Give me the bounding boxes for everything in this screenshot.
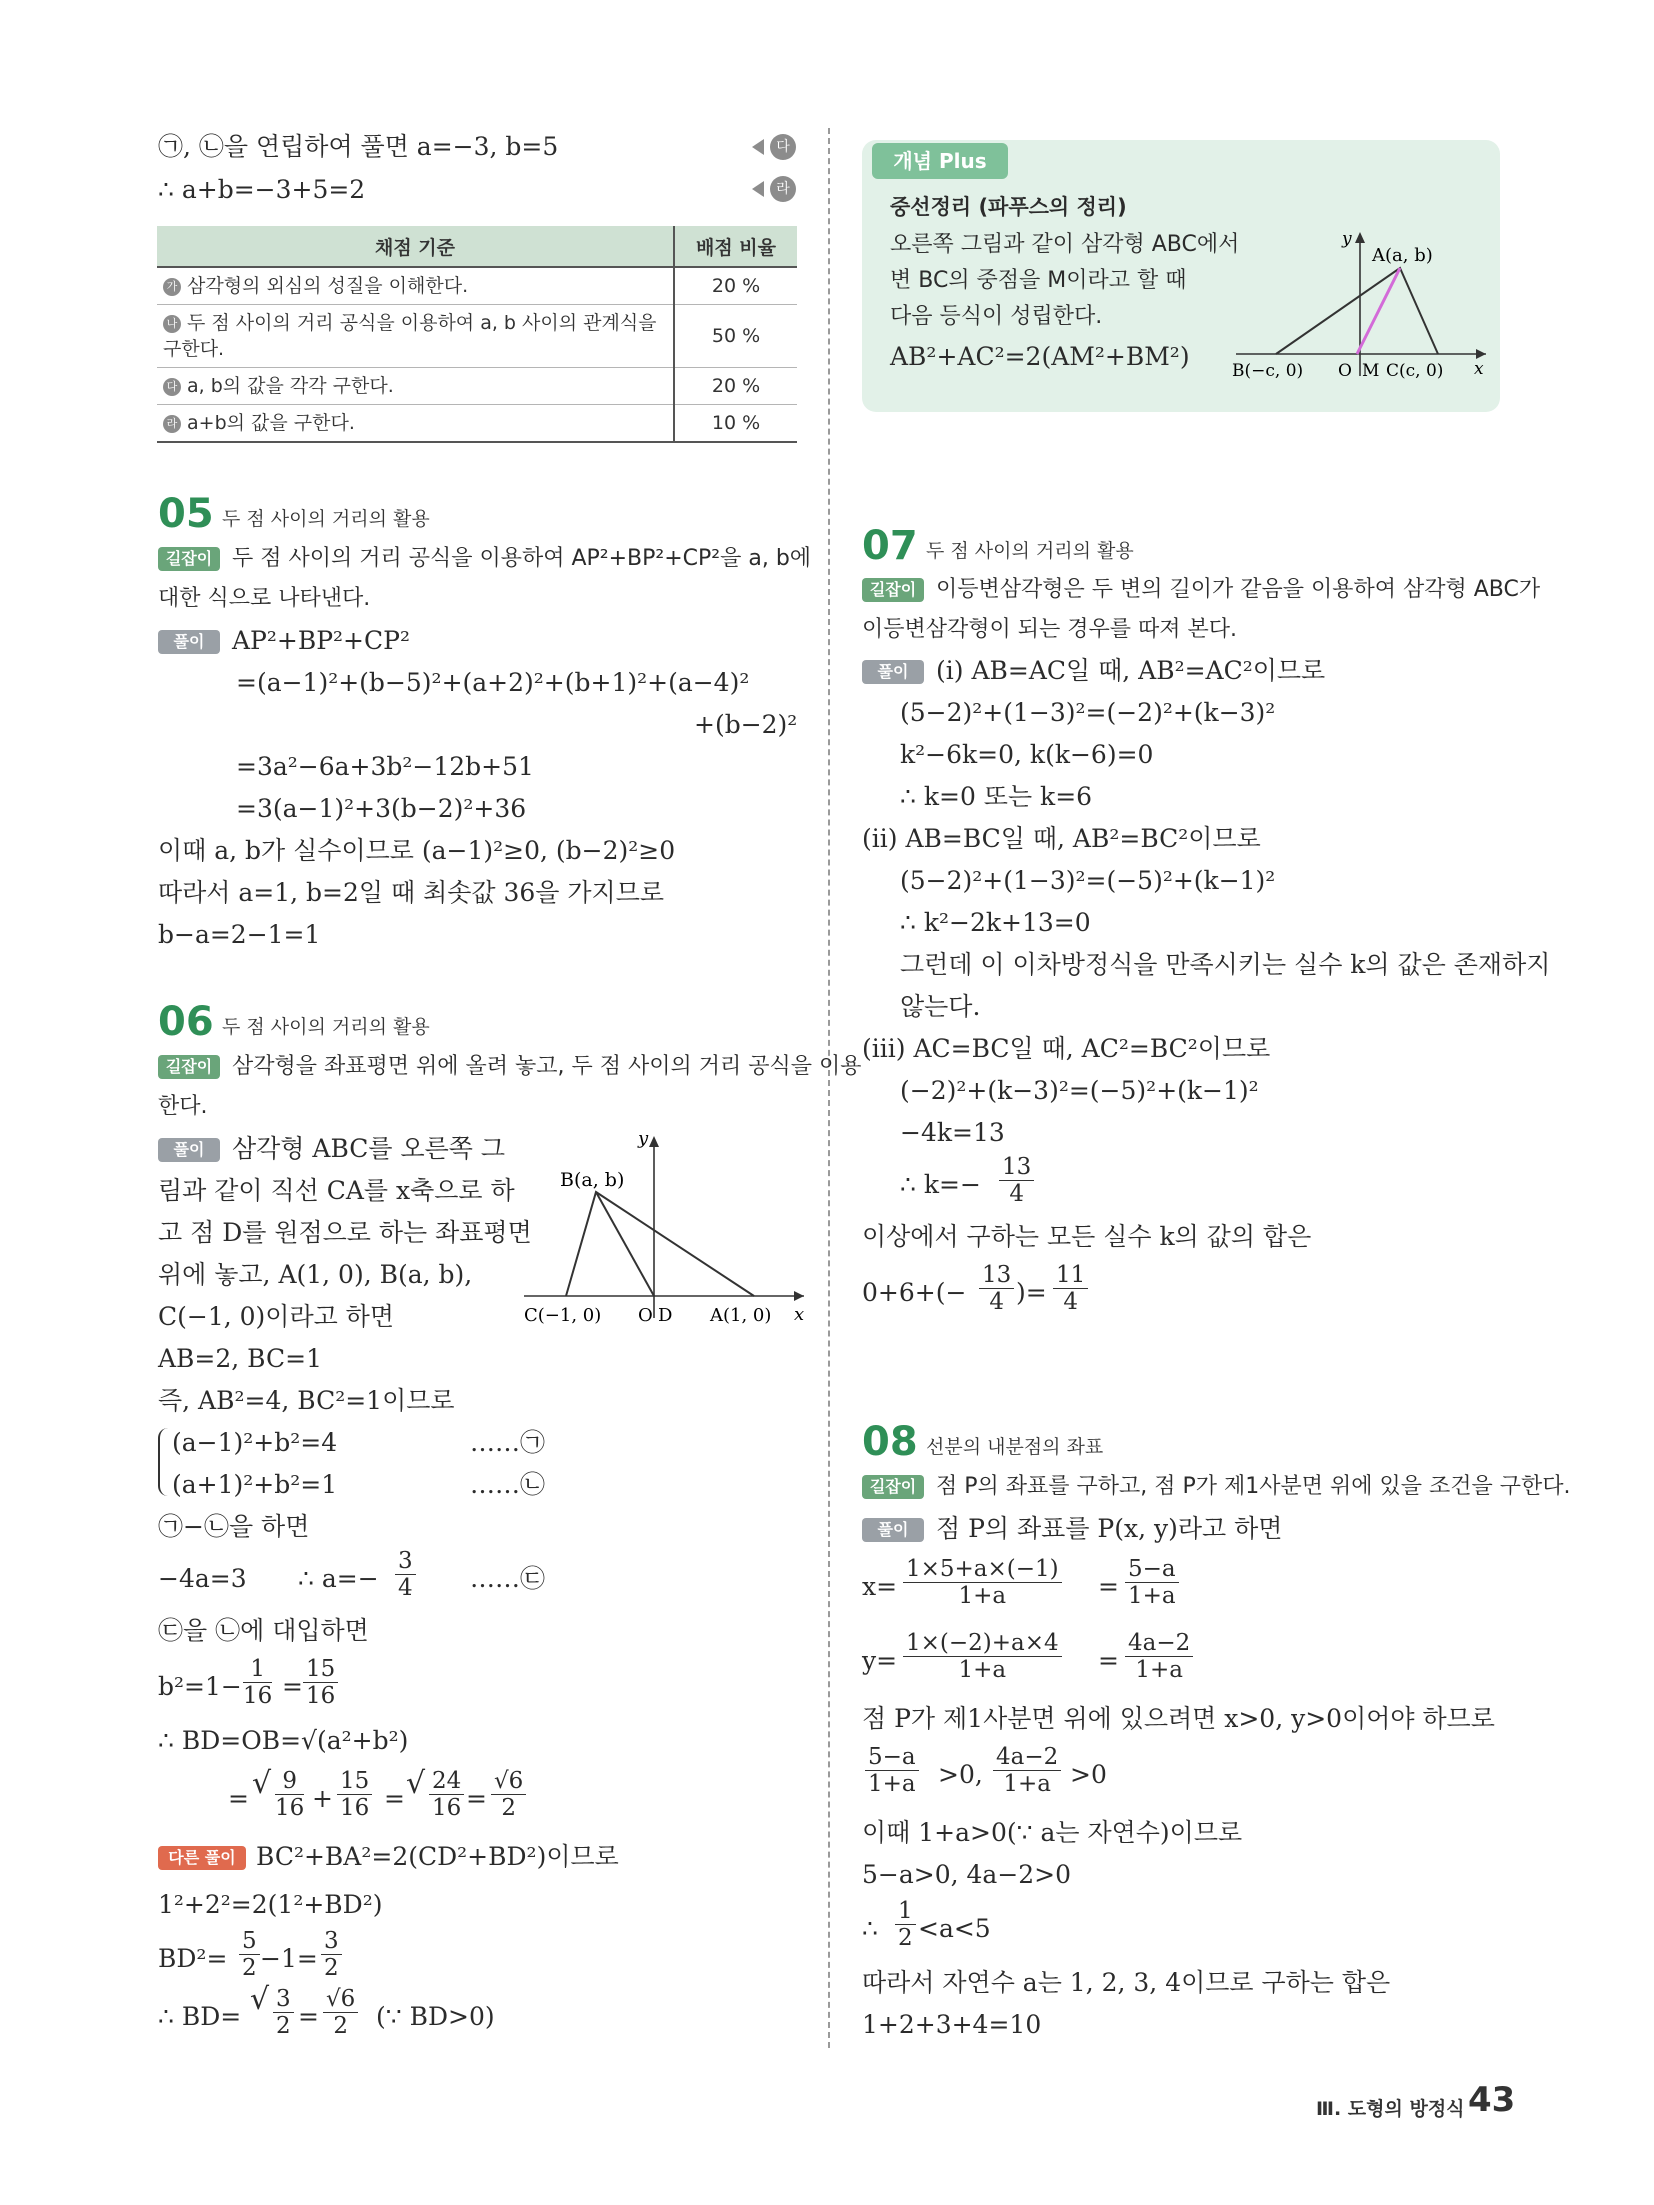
table-row — [157, 405, 797, 443]
fraction: $\frac{13}{4}$ — [999, 1154, 1034, 1207]
label-y: y — [1342, 229, 1352, 249]
step-mark-icon: 다 — [163, 378, 181, 396]
solution-badge: 풀이 — [862, 660, 924, 684]
math-line: AP²+BP²+CP² — [232, 626, 410, 655]
math-line: 1+2+3+4=10 — [862, 2010, 1042, 2039]
problem-title: 두 점 사이의 거리의 활용 — [222, 1016, 430, 1038]
math-line: y= — [862, 1646, 898, 1675]
equals-sign: = — [1098, 1572, 1119, 1601]
math-line: ∴ BD= — [158, 2002, 242, 2031]
table-row — [157, 305, 797, 368]
text-line: 림과 같이 직선 CA를 x축으로 하 — [158, 1176, 515, 1205]
step-mark-icon: 다 — [770, 134, 796, 160]
median-am — [1357, 268, 1400, 354]
solution-badge: 풀이 — [158, 630, 220, 654]
grading-ratio: 20 % — [674, 267, 797, 305]
math-line: BD²= — [158, 1944, 228, 1973]
math-line: −4k=13 — [900, 1118, 1005, 1147]
math-line: =3a²−6a+3b²−12b+51 — [236, 752, 534, 781]
step-mark-icon: 가 — [163, 278, 181, 296]
equation-tag: ……㉢ — [470, 1564, 546, 1593]
fraction: $\frac{24}{16}$ — [429, 1768, 464, 1821]
math-line: ∴ k=− — [900, 1170, 981, 1199]
x-axis-arrow-icon — [1476, 349, 1486, 359]
label-c: C(−1, 0) — [524, 1305, 602, 1326]
math-line: 이때 1+a>0(∵ a는 자연수)이므로 — [862, 1818, 1243, 1847]
problem-number: 08 — [862, 1419, 918, 1465]
math-line: 점 P의 좌표를 P(x, y)라고 하면 — [936, 1514, 1283, 1543]
label-d: D — [658, 1305, 673, 1326]
label-x: x — [794, 1304, 805, 1325]
system-brace — [158, 1428, 172, 1496]
math-line: 5−a>0, 4a−2>0 — [862, 1860, 1072, 1889]
step-mark-icon: 나 — [163, 315, 181, 333]
label-a: A(1, 0) — [710, 1305, 772, 1326]
grading-criterion: a, b의 값을 각각 구한다. — [187, 375, 394, 397]
math-line: AB=2, BC=1 — [158, 1344, 322, 1373]
math-line: 그런데 이 이차방정식을 만족시키는 실수 k의 값은 존재하지 — [900, 950, 1551, 979]
label-x: x — [1474, 359, 1484, 379]
math-line: 따라서 a=1, b=2일 때 최솟값 36을 가지므로 — [158, 878, 665, 907]
equation-tag: ……㉠ — [470, 1428, 546, 1457]
triangle-abc — [1276, 268, 1438, 354]
alt-solution-badge: 다른 풀이 — [158, 1846, 246, 1870]
problem-title: 선분의 내분점의 좌표 — [926, 1436, 1104, 1458]
top-line-1: ㉠, ㉡을 연립하여 풀면 a=−3, b=5 — [158, 132, 559, 161]
math-line: (∵ BD>0) — [376, 2002, 495, 2031]
math-line: (5−2)²+(1−3)²=(−5)²+(k−1)² — [900, 866, 1276, 895]
problem-number: 07 — [862, 523, 918, 569]
guide-badge: 길잡이 — [862, 1475, 924, 1499]
concept-title: 중선정리 (파푸스의 정리) — [890, 195, 1127, 219]
math-line: 0+6+(− — [862, 1278, 967, 1307]
y-axis-arrow-icon — [649, 1136, 659, 1147]
guide-text: 점 P의 좌표를 구하고, 점 P가 제1사분면 위에 있을 조건을 구한다. — [936, 1474, 1571, 1499]
step-mark-icon: 라 — [163, 415, 181, 433]
solution-badge: 풀이 — [158, 1138, 220, 1162]
concept-text: 오른쪽 그림과 같이 삼각형 ABC에서 — [890, 232, 1240, 257]
column-divider — [828, 128, 830, 2048]
chapter-label: Ⅲ. 도형의 방정식 — [1316, 2098, 1465, 2120]
math-line: 1²+2²=2(1²+BD²) — [158, 1890, 383, 1919]
equals-sign: = — [298, 2002, 319, 2031]
triangle-figure-06 — [514, 1128, 814, 1328]
math-line: (ii) AB=BC일 때, AB²=BC²이므로 — [862, 824, 1261, 853]
math-line: 점 P가 제1사분면 위에 있으려면 x>0, y>0이어야 하므로 — [862, 1704, 1495, 1733]
equals-sign: = — [228, 1784, 249, 1813]
math-line: =(a−1)²+(b−5)²+(a+2)²+(b+1)²+(a−4)² — [236, 668, 750, 697]
text-line: C(−1, 0)이라고 하면 — [158, 1302, 394, 1331]
fraction: $\frac{4a-2}{1+a}$ — [993, 1744, 1061, 1797]
math-line: ∴ — [862, 1914, 878, 1943]
math-line: BC²+BA²=2(CD²+BD²)이므로 — [256, 1842, 619, 1871]
problem-title: 두 점 사이의 거리의 활용 — [926, 540, 1134, 562]
fraction: $\frac{9}{16}$ — [275, 1768, 305, 1821]
problem-number: 05 — [158, 491, 214, 537]
text-line: 고 점 D를 원점으로 하는 좌표평면 — [158, 1218, 532, 1247]
equals-sign: = — [466, 1784, 487, 1813]
equals-sign: = — [1098, 1646, 1119, 1675]
math-line: (i) AB=AC일 때, AB²=AC²이므로 — [936, 656, 1326, 685]
math-line: =3(a−1)²+3(b−2)²+36 — [236, 794, 527, 823]
math-line: x= — [862, 1572, 898, 1601]
guide-badge: 길잡이 — [158, 1055, 220, 1079]
sqrt-icon: √ — [250, 1982, 270, 2017]
table-row — [157, 368, 797, 405]
math-line: ∴ k²−2k+13=0 — [900, 908, 1091, 937]
segment-bd — [596, 1192, 654, 1296]
fraction: $\frac{3}{2}$ — [321, 1928, 342, 1981]
sqrt-icon: √ — [406, 1766, 426, 1801]
x-axis-arrow-icon — [794, 1291, 804, 1301]
grading-ratio: 50 % — [674, 305, 797, 368]
fraction: $\frac{1}{16}$ — [243, 1656, 273, 1709]
inequality: >0, — [938, 1760, 983, 1789]
grading-ratio: 10 % — [674, 405, 797, 443]
text-line: 위에 놓고, A(1, 0), B(a, b), — [158, 1260, 473, 1289]
concept-text: 다음 등식이 성립한다. — [890, 304, 1103, 329]
problem-title: 두 점 사이의 거리의 활용 — [222, 508, 430, 530]
label-y: y — [638, 1128, 649, 1149]
math-line: (a+1)²+b²=1 — [172, 1470, 338, 1499]
math-line: 않는다. — [900, 992, 981, 1021]
label-a: A(a, b) — [1372, 245, 1433, 266]
y-axis-arrow-icon — [1355, 232, 1365, 243]
grading-criterion: 두 점 사이의 거리 공식을 이용하여 a, b 사이의 관계식을 구한다. — [163, 312, 657, 360]
math-line: (iii) AC=BC일 때, AC²=BC²이므로 — [862, 1034, 1271, 1063]
math-line: (5−2)²+(1−3)²=(−2)²+(k−3)² — [900, 698, 1276, 727]
triangle-marker-icon — [752, 181, 764, 197]
label-m: M — [1362, 361, 1380, 381]
fraction: $\frac{1}{2}$ — [895, 1898, 916, 1951]
equation-tag: ……㉡ — [470, 1470, 546, 1499]
text-line: 삼각형 ABC를 오른쪽 그 — [232, 1134, 506, 1163]
fraction: $\frac{1\times(-2)+a\times 4}{1+a}$ — [903, 1630, 1062, 1683]
guide-text: 이등변삼각형이 되는 경우를 따져 본다. — [862, 617, 1237, 642]
label-c: C(c, 0) — [1386, 361, 1444, 381]
page-number: 43 — [1468, 2080, 1516, 2120]
fraction: $\frac{3}{4}$ — [395, 1548, 416, 1601]
concept-formula: AB²+AC²=2(AM²+BM²) — [890, 342, 1190, 371]
fraction: $\frac{11}{4}$ — [1053, 1262, 1088, 1315]
math-line: (a−1)²+b²=4 — [172, 1428, 338, 1457]
math-line: b−a=2−1=1 — [158, 920, 321, 949]
fraction: $\frac{5}{2}$ — [239, 1928, 260, 1981]
grading-table — [157, 226, 797, 443]
math-line: 즉, AB²=4, BC²=1이므로 — [158, 1386, 455, 1415]
inequality: >0 — [1070, 1760, 1107, 1789]
guide-text: 이등변삼각형은 두 변의 길이가 같음을 이용하여 삼각형 ABC가 — [936, 577, 1541, 602]
label-o: O — [1338, 361, 1352, 381]
sqrt-icon: √ — [252, 1766, 272, 1801]
math-line: +(b−2)² — [694, 710, 798, 739]
fraction: $\frac{4a-2}{1+a}$ — [1125, 1630, 1193, 1683]
guide-text: 대한 식으로 나타낸다. — [158, 586, 371, 611]
concept-text: 변 BC의 중점을 M이라고 할 때 — [890, 268, 1187, 293]
fraction: $\frac{3}{2}$ — [273, 1986, 294, 2039]
math-line: ㉠−㉡을 하면 — [158, 1512, 310, 1541]
math-line: 따라서 자연수 a는 1, 2, 3, 4이므로 구하는 합은 — [862, 1968, 1391, 1997]
grading-header-ratio: 배점 비율 — [674, 226, 797, 267]
grading-ratio: 20 % — [674, 368, 797, 405]
fraction: $\frac{15}{16}$ — [303, 1656, 338, 1709]
top-line-2: ∴ a+b=−3+5=2 — [158, 175, 366, 204]
fraction: $\frac{√6}{2}$ — [323, 1986, 358, 2039]
fraction: $\frac{5-a}{1+a}$ — [865, 1744, 919, 1797]
grading-criterion: a+b의 값을 구한다. — [187, 412, 355, 434]
guide-badge: 길잡이 — [158, 547, 220, 571]
fraction: $\frac{5-a}{1+a}$ — [1125, 1556, 1179, 1609]
problem-number: 06 — [158, 999, 214, 1045]
grading-header-criteria: 채점 기준 — [157, 226, 674, 267]
label-b: B(−c, 0) — [1232, 361, 1304, 381]
label-b: B(a, b) — [560, 1169, 625, 1191]
fraction: $\frac{13}{4}$ — [979, 1262, 1014, 1315]
grading-criterion: 삼각형의 외심의 성질을 이해한다. — [187, 275, 469, 297]
fraction: $\frac{1\times 5+a\times(-1)}{1+a}$ — [903, 1556, 1062, 1609]
guide-text: 삼각형을 좌표평면 위에 올려 놓고, 두 점 사이의 거리 공식을 이용 — [232, 1054, 862, 1079]
math-line: ∴ a=− — [298, 1564, 379, 1593]
fraction: $\frac{√6}{2}$ — [491, 1768, 526, 1821]
triangle-marker-icon — [752, 139, 764, 155]
math-line: 이때 a, b가 실수이므로 (a−1)²≥0, (b−2)²≥0 — [158, 836, 676, 865]
math-line: ∴ k=0 또는 k=6 — [900, 782, 1093, 811]
median-theorem-figure — [1228, 226, 1490, 386]
equals-sign: = — [282, 1672, 303, 1701]
math-line: )= — [1016, 1278, 1047, 1307]
equals-sign: = — [384, 1784, 405, 1813]
math-line: b²=1− — [158, 1672, 242, 1701]
math-line: <a<5 — [918, 1914, 991, 1943]
math-line: 이상에서 구하는 모든 실수 k의 값의 합은 — [862, 1222, 1312, 1251]
solution-badge: 풀이 — [862, 1518, 924, 1542]
math-line: −4a=3 — [158, 1564, 247, 1593]
math-line: (−2)²+(k−3)²=(−5)²+(k−1)² — [900, 1076, 1259, 1105]
triangle-abc — [566, 1192, 754, 1296]
label-o: O — [638, 1305, 653, 1326]
guide-text: 두 점 사이의 거리 공식을 이용하여 AP²+BP²+CP²을 a, b에 — [232, 546, 812, 571]
table-row — [157, 267, 797, 305]
step-mark-icon: 라 — [770, 176, 796, 202]
guide-badge: 길잡이 — [862, 578, 924, 602]
guide-text: 한다. — [158, 1094, 208, 1119]
math-line: ∴ BD=OB=√(a²+b²) — [158, 1726, 409, 1755]
concept-plus-tag: 개념 Plus — [872, 143, 1008, 179]
math-line: k²−6k=0, k(k−6)=0 — [900, 740, 1154, 769]
math-line: ㉢을 ㉡에 대입하면 — [158, 1616, 369, 1645]
fraction: $\frac{15}{16}$ — [337, 1768, 372, 1821]
